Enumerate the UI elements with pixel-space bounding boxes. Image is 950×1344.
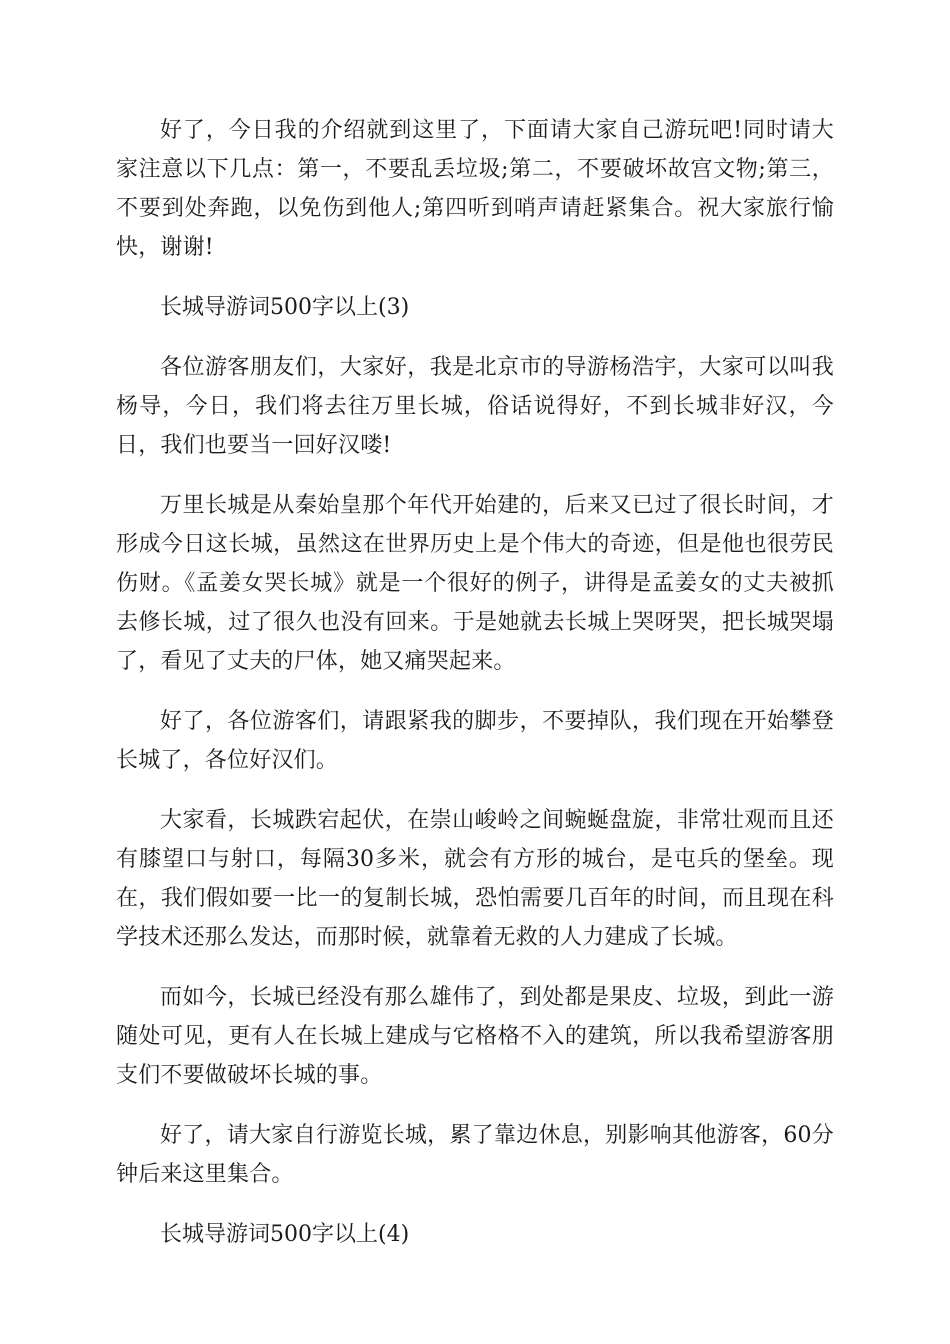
- document-body: [116, 111, 834, 1275]
- section-heading-4: 长城导游词500字以上(4): [160, 1222, 410, 1247]
- paragraph-current-state: 而如今，长城已经没有那么雄伟了，到处都是果皮、垃圾，到此一游随处可见，更有人在长城上建成与它格格不入的建筑，所以我希望游客朋支们不要做破坏长城的事。: [116, 985, 834, 1088]
- paragraph-greeting: 各位游客朋友们，大家好，我是北京市的导游杨浩宇，大家可以叫我杨导，今日，我们将去往万里长城，俗话说得好，不到长城非好汉，今日，我们也要当一回好汉喽!: [116, 355, 834, 458]
- paragraph-free-tour: 好了，请大家自行游览长城，累了靠边休息，别影响其他游客，60分钟后来这里集合。: [116, 1123, 834, 1187]
- paragraph-history: 万里长城是从秦始皇那个年代开始建的，后来又已过了很长时间，才形成今日这长城，虽然这在世界历史上是个伟大的奇迹，但是他也很劳民伤财。《孟姜女哭长城》就是一个很好的例子，讲得是孟姜女的丈夫被抓去修长城，过了很久也没有回来。于是她就去长城上哭呀哭，把长城哭塌了，看见了丈夫的尸体，她又痛哭起来。: [116, 493, 834, 674]
- section-heading-3: 长城导游词500字以上(3): [160, 295, 410, 320]
- paragraph-description: 大家看，长城跌宕起伏，在崇山峻岭之间蜿蜒盘旋，非常壮观而且还有膝望口与射口，每隔30多米，就会有方形的城台，是屯兵的堡垒。现在，我们假如要一比一的复制长城，恐怕需要几百年的时间，而且现在科学技术还那么发达，而那时候，就靠着无救的人力建成了长城。: [116, 808, 834, 950]
- paragraph-start-climb: 好了，各位游客们，请跟紧我的脚步，不要掉队，我们现在开始攀登长城了，各位好汉们。: [116, 709, 834, 773]
- paragraph-closing-remarks: 好了，今日我的介绍就到这里了，下面请大家自己游玩吧!同时请大家注意以下几点：第一，不要乱丢垃圾;第二，不要破坏故宫文物;第三，不要到处奔跑，以免伤到他人;第四听到哨声请赶紧集合。祝大家旅行愉快，谢谢!: [116, 118, 834, 260]
